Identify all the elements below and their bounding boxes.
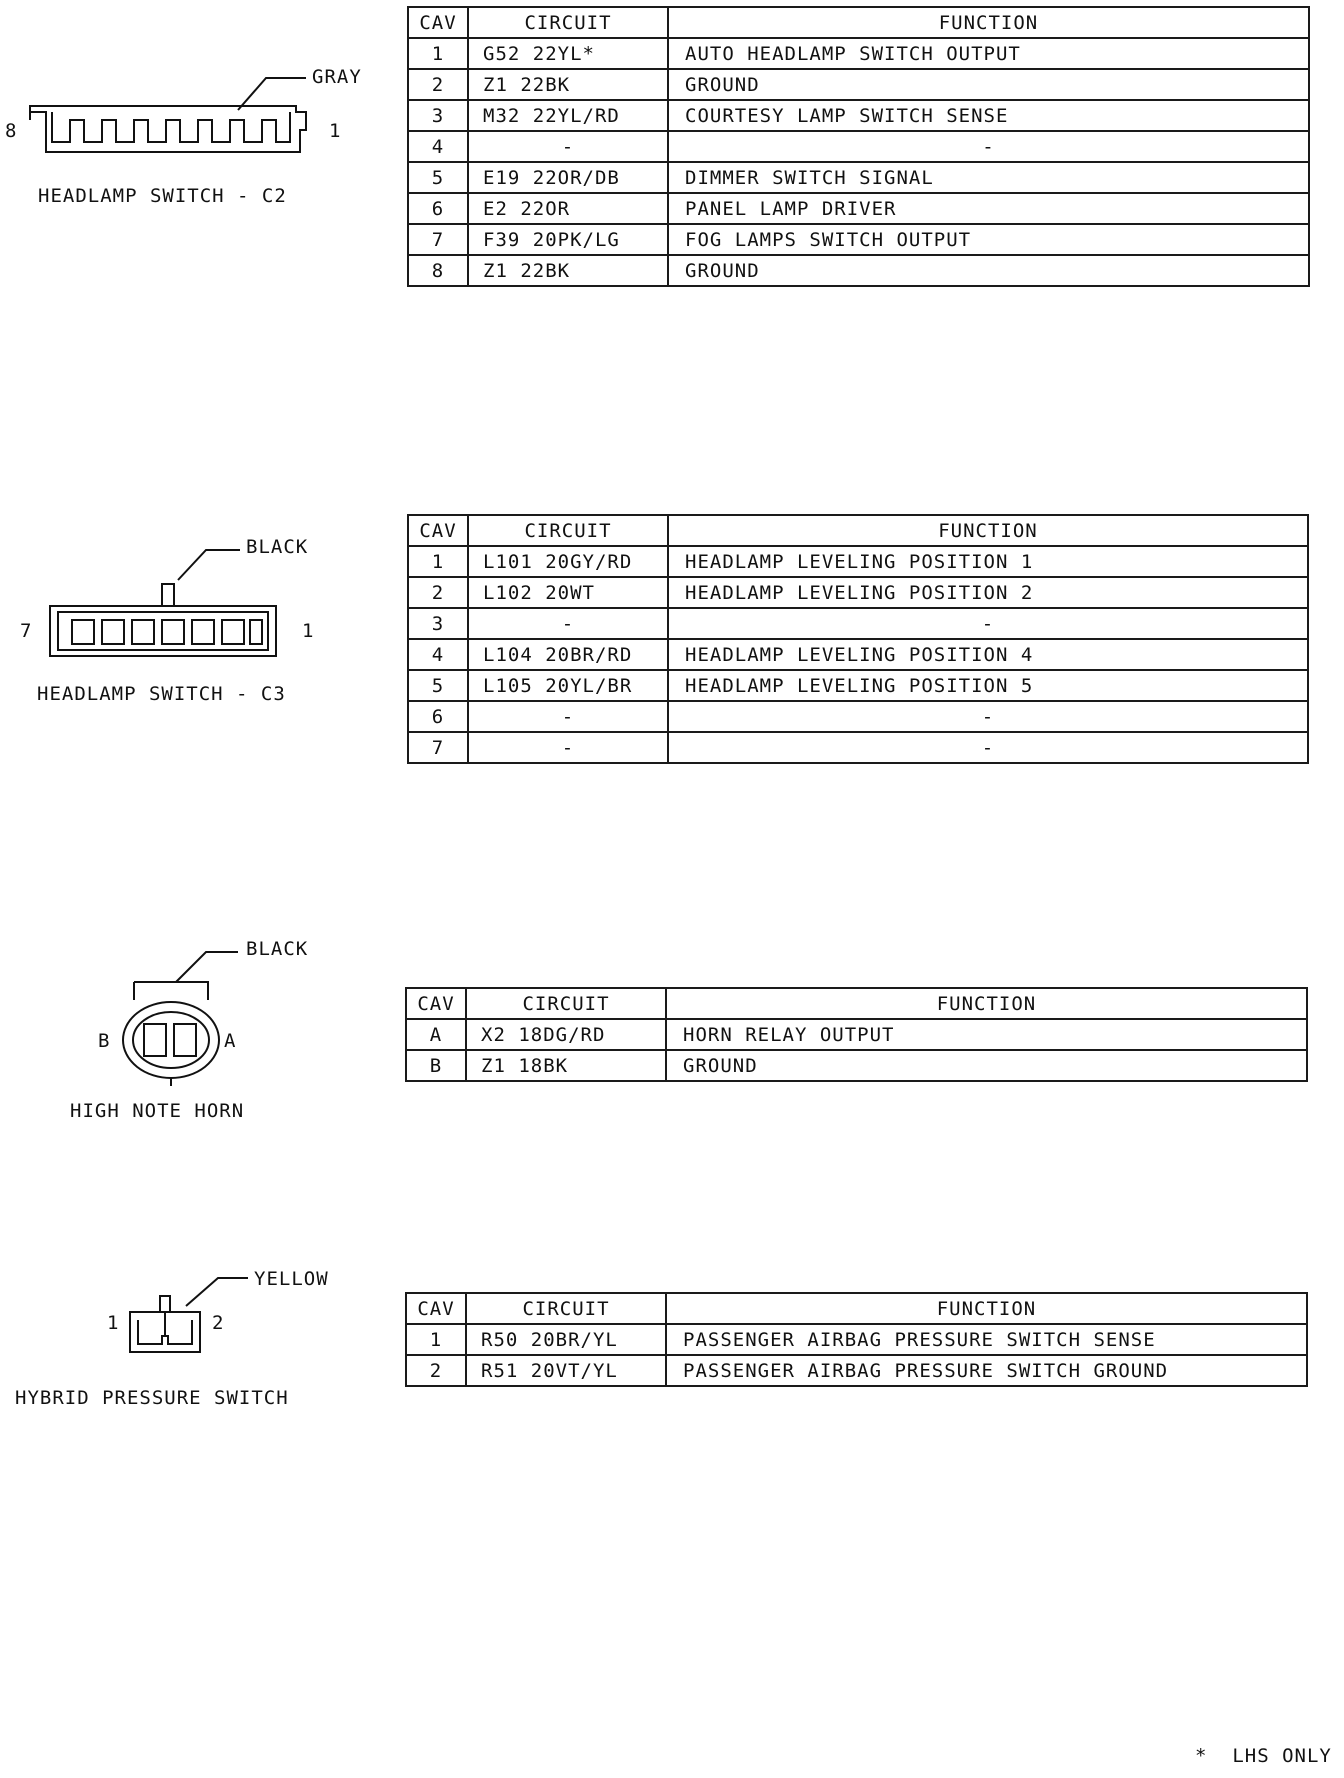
cav-cell: 5	[408, 162, 468, 193]
table-header-row	[408, 515, 1308, 546]
function-header: FUNCTION	[668, 7, 1309, 38]
table-row	[408, 608, 1308, 639]
c3-pin-right-label: 1	[302, 620, 315, 642]
circuit-header: CIRCUIT	[466, 1293, 666, 1324]
function-cell: GROUND	[666, 1050, 1307, 1081]
circuit-cell: G52 22YL*	[468, 38, 668, 69]
circuit-cell: F39 20PK/LG	[468, 224, 668, 255]
function-cell: -	[668, 701, 1308, 732]
horn-terminal-slots	[144, 1024, 196, 1056]
horn-connector-name: HIGH NOTE HORN	[70, 1100, 245, 1122]
hps-pin-right-label: 2	[212, 1312, 225, 1334]
table-row	[408, 546, 1308, 577]
circuit-header: CIRCUIT	[466, 988, 666, 1019]
cav-cell: 1	[408, 546, 468, 577]
function-cell: GROUND	[668, 69, 1309, 100]
c2-connector-body	[30, 106, 306, 152]
hps-terminal-slots	[138, 1312, 192, 1344]
horn-connector-body	[123, 1002, 219, 1078]
circuit-cell: L105 20YL/BR	[468, 670, 668, 701]
function-cell: -	[668, 608, 1308, 639]
cav-cell: 6	[408, 193, 468, 224]
circuit-cell: E19 22OR/DB	[468, 162, 668, 193]
c2-color-label: GRAY	[312, 66, 362, 88]
c3-color-label: BLACK	[246, 536, 309, 558]
cav-cell: 1	[406, 1324, 466, 1355]
cav-cell: 6	[408, 701, 468, 732]
horn-pin-right-label: A	[224, 1030, 237, 1052]
circuit-cell: L102 20WT	[468, 577, 668, 608]
function-cell: PASSENGER AIRBAG PRESSURE SWITCH GROUND	[666, 1355, 1307, 1386]
cav-cell: 4	[408, 131, 468, 162]
headlamp-switch-c2-connector-drawing	[0, 60, 340, 170]
function-cell: HEADLAMP LEVELING POSITION 1	[668, 546, 1308, 577]
hps-connector-name: HYBRID PRESSURE SWITCH	[15, 1387, 289, 1409]
function-cell: DIMMER SWITCH SIGNAL	[668, 162, 1309, 193]
circuit-header: CIRCUIT	[468, 515, 668, 546]
cav-cell: 8	[408, 255, 468, 286]
circuit-cell: L104 20BR/RD	[468, 639, 668, 670]
hps-pinout-table	[405, 1292, 1308, 1387]
table-row	[406, 1324, 1307, 1355]
hps-color-label: YELLOW	[254, 1268, 329, 1290]
horn-color-label: BLACK	[246, 938, 309, 960]
table-header-row	[408, 7, 1309, 38]
black-leader-line	[178, 550, 240, 580]
function-cell: HEADLAMP LEVELING POSITION 5	[668, 670, 1308, 701]
cav-cell: 3	[408, 100, 468, 131]
function-cell: COURTESY LAMP SWITCH SENSE	[668, 100, 1309, 131]
cav-cell: 1	[408, 38, 468, 69]
table-row	[408, 732, 1308, 763]
cav-header: CAV	[408, 7, 468, 38]
table-row	[406, 1355, 1307, 1386]
function-header: FUNCTION	[666, 988, 1307, 1019]
circuit-cell: R51 20VT/YL	[466, 1355, 666, 1386]
circuit-cell: -	[468, 701, 668, 732]
function-header: FUNCTION	[668, 515, 1308, 546]
table-row	[408, 69, 1309, 100]
function-cell: AUTO HEADLAMP SWITCH OUTPUT	[668, 38, 1309, 69]
cav-cell: 2	[408, 69, 468, 100]
cav-cell: 4	[408, 639, 468, 670]
cav-header: CAV	[406, 1293, 466, 1324]
c3-pinout-table	[407, 514, 1309, 764]
c2-pin-left-label: 8	[5, 120, 18, 142]
cav-header: CAV	[406, 988, 466, 1019]
table-row	[408, 639, 1308, 670]
cav-cell: 2	[406, 1355, 466, 1386]
function-cell: -	[668, 732, 1308, 763]
c3-terminal-slots	[72, 620, 262, 644]
cav-cell: B	[406, 1050, 466, 1081]
c2-pin-right-label: 1	[329, 120, 342, 142]
cav-cell: 3	[408, 608, 468, 639]
c2-pinout-table	[407, 6, 1310, 287]
c3-pin-left-label: 7	[20, 620, 33, 642]
table-row	[408, 100, 1309, 131]
function-cell: HEADLAMP LEVELING POSITION 4	[668, 639, 1308, 670]
circuit-cell: Z1 22BK	[468, 255, 668, 286]
table-row	[406, 1019, 1307, 1050]
circuit-cell: Z1 18BK	[466, 1050, 666, 1081]
table-header-row	[406, 988, 1307, 1019]
table-row	[408, 670, 1308, 701]
circuit-header: CIRCUIT	[468, 7, 668, 38]
horn-pinout-table	[405, 987, 1308, 1082]
circuit-cell: -	[468, 131, 668, 162]
cav-header: CAV	[408, 515, 468, 546]
function-cell: PASSENGER AIRBAG PRESSURE SWITCH SENSE	[666, 1324, 1307, 1355]
circuit-cell: Z1 22BK	[468, 69, 668, 100]
table-row	[408, 162, 1309, 193]
cav-cell: 7	[408, 224, 468, 255]
table-row	[408, 38, 1309, 69]
horn-pin-left-label: B	[98, 1030, 111, 1052]
yellow-leader-line	[186, 1278, 248, 1306]
cav-cell: 5	[408, 670, 468, 701]
function-header: FUNCTION	[666, 1293, 1307, 1324]
function-cell: FOG LAMPS SWITCH OUTPUT	[668, 224, 1309, 255]
table-row	[408, 255, 1309, 286]
cav-cell: 7	[408, 732, 468, 763]
horn-black-leader-line	[176, 952, 238, 982]
function-cell: HORN RELAY OUTPUT	[666, 1019, 1307, 1050]
circuit-cell: X2 18DG/RD	[466, 1019, 666, 1050]
table-row	[408, 577, 1308, 608]
circuit-cell: R50 20BR/YL	[466, 1324, 666, 1355]
c2-terminal-slots	[52, 112, 290, 142]
circuit-cell: L101 20GY/RD	[468, 546, 668, 577]
function-cell: GROUND	[668, 255, 1309, 286]
table-row	[406, 1050, 1307, 1081]
cav-cell: A	[406, 1019, 466, 1050]
table-row	[408, 131, 1309, 162]
circuit-cell: M32 22YL/RD	[468, 100, 668, 131]
function-cell: HEADLAMP LEVELING POSITION 2	[668, 577, 1308, 608]
cav-cell: 2	[408, 577, 468, 608]
circuit-cell: -	[468, 732, 668, 763]
function-cell: -	[668, 131, 1309, 162]
c2-connector-name: HEADLAMP SWITCH - C2	[38, 185, 287, 207]
c3-connector-name: HEADLAMP SWITCH - C3	[37, 683, 286, 705]
circuit-cell: E2 22OR	[468, 193, 668, 224]
circuit-cell: -	[468, 608, 668, 639]
lhs-only-footnote: * LHS ONLY	[1195, 1745, 1332, 1767]
hps-pin-left-label: 1	[107, 1312, 120, 1334]
table-row	[408, 193, 1309, 224]
table-row	[408, 701, 1308, 732]
table-row	[408, 224, 1309, 255]
table-header-row	[406, 1293, 1307, 1324]
function-cell: PANEL LAMP DRIVER	[668, 193, 1309, 224]
